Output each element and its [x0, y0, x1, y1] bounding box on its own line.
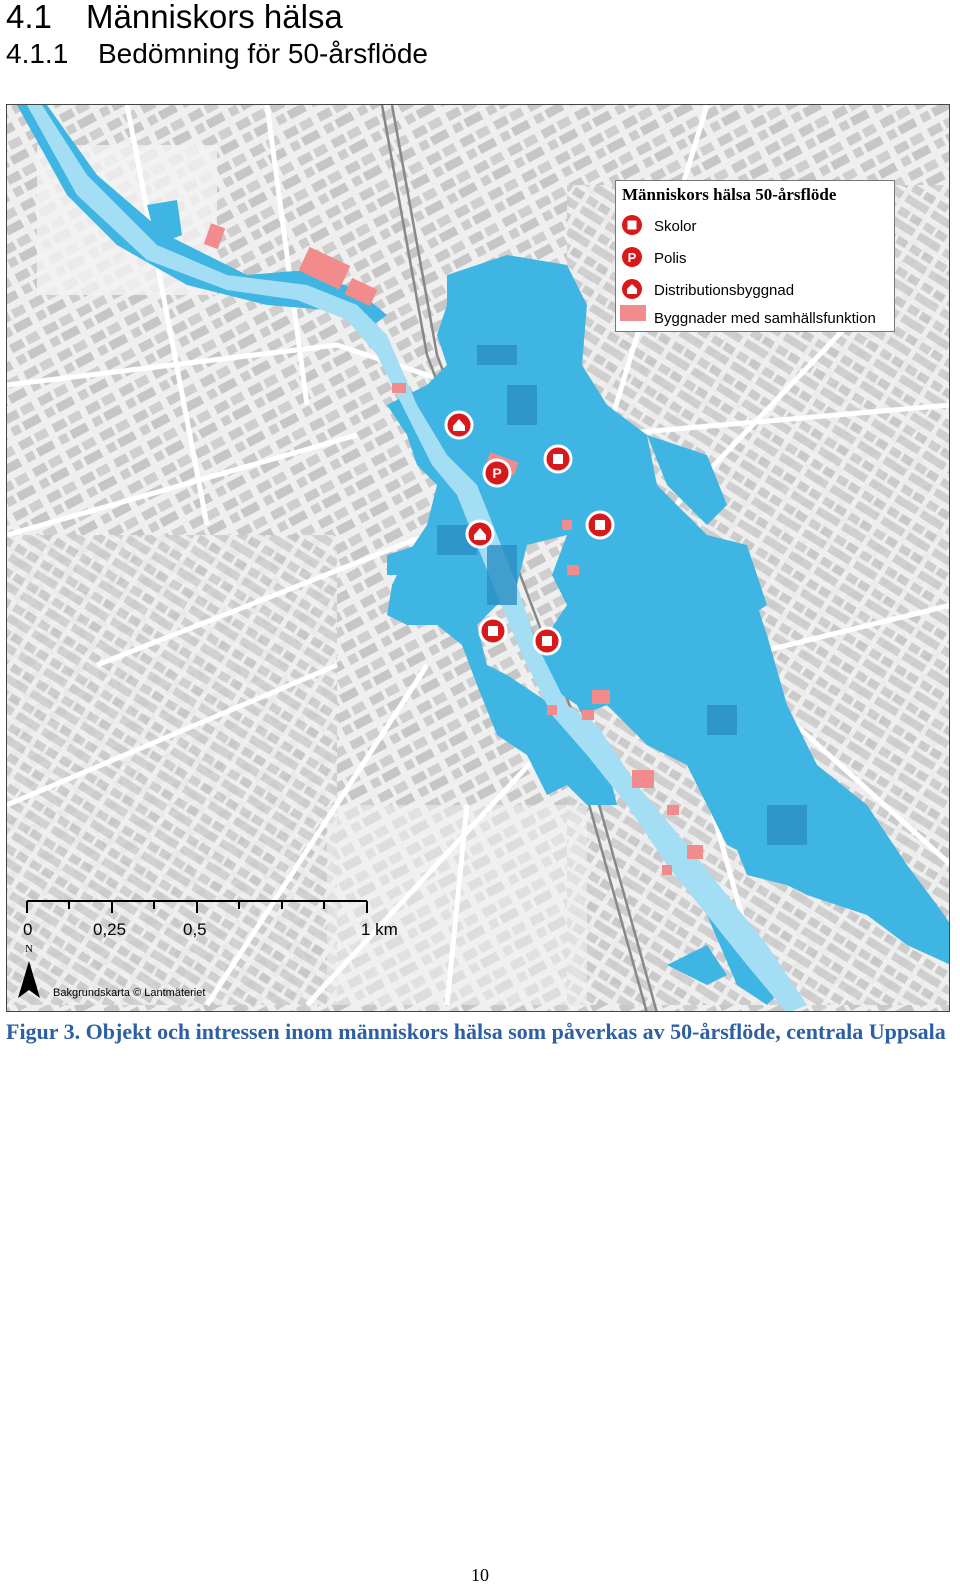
police-marker[interactable] — [484, 460, 510, 486]
police-icon — [620, 245, 644, 269]
north-label: N — [25, 943, 33, 955]
scale-label-0: 0 — [23, 920, 33, 939]
page-number: 10 — [471, 1565, 489, 1585]
subsection-number: 4.1.1 — [6, 38, 69, 69]
scale-label-1km: 1 km — [361, 920, 398, 939]
legend-title: Människors hälsa 50-årsflöde — [622, 185, 837, 204]
legend-label: Byggnader med samhällsfunktion — [654, 309, 876, 327]
legend-item-schools — [620, 213, 697, 239]
police-icon-glyph: P — [627, 250, 637, 265]
section-number: 4.1 — [6, 0, 52, 35]
school-marker[interactable] — [545, 446, 571, 472]
figure-caption: Figur 3. Objekt och intressen inom människors hälsa som påverkas av 50-årsflöde, centrala Uppsala — [6, 1019, 946, 1044]
section-heading — [6, 0, 343, 36]
map-legend — [615, 180, 895, 332]
school-icon — [620, 213, 644, 237]
section-title: Människors hälsa — [86, 0, 343, 35]
building-swatch — [620, 305, 646, 321]
school-marker[interactable] — [587, 512, 613, 538]
legend-label: Polis — [654, 249, 687, 267]
distribution-marker[interactable] — [446, 412, 472, 438]
police-marker-glyph: P — [492, 465, 502, 481]
distribution-building-icon — [620, 277, 644, 301]
legend-item-police — [620, 245, 687, 271]
subsection-title: Bedömning för 50-årsflöde — [98, 38, 428, 69]
distribution-marker[interactable] — [467, 521, 493, 547]
scale-label-05: 0,5 — [183, 920, 207, 939]
school-marker[interactable] — [534, 628, 560, 654]
school-marker[interactable] — [480, 618, 506, 644]
legend-label: Skolor — [654, 217, 697, 235]
subsection-heading — [6, 38, 428, 70]
legend-item-buildings — [620, 305, 876, 331]
map-credit: Bakgrundskarta © Lantmäteriet — [53, 987, 206, 999]
flood-map — [6, 104, 950, 1012]
legend-item-distribution — [620, 277, 794, 303]
scale-label-025: 0,25 — [93, 920, 127, 939]
legend-label: Distributionsbyggnad — [654, 281, 795, 299]
